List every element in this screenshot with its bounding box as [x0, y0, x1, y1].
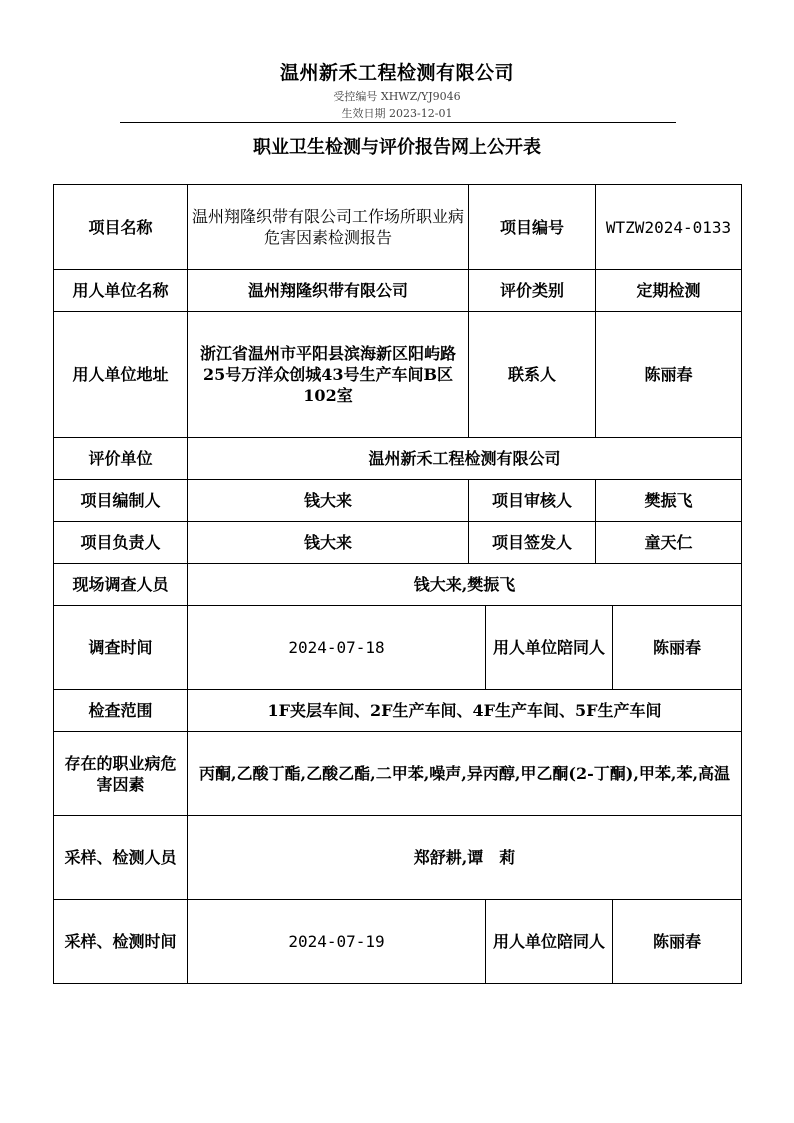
document-title: 职业卫生检测与评价报告网上公开表	[253, 137, 541, 158]
compiler-value: 钱大来	[188, 480, 469, 522]
eval-unit-value: 温州新禾工程检测有限公司	[188, 438, 742, 480]
issuer-label: 项目签发人	[469, 522, 596, 564]
issuer-value: 童天仁	[596, 522, 742, 564]
contact-label: 联系人	[469, 312, 596, 438]
employer-address-label: 用人单位地址	[54, 312, 188, 438]
row-compiler	[54, 480, 742, 522]
survey-staff-value: 钱大来,樊振飞	[188, 564, 742, 606]
survey-escort-value: 陈丽春	[613, 606, 742, 690]
hazards-label: 存在的职业病危害因素	[54, 732, 188, 816]
row-project-name	[54, 185, 742, 270]
report-table	[53, 184, 742, 984]
eval-type-label: 评价类别	[469, 270, 596, 312]
leader-value: 钱大来	[188, 522, 469, 564]
leader-label: 项目负责人	[54, 522, 188, 564]
project-name-value: 温州翔隆织带有限公司工作场所职业病危害因素检测报告	[188, 185, 469, 270]
sampling-staff-value: 郑舒耕,谭 莉	[188, 816, 742, 900]
employer-address-value: 浙江省温州市平阳县滨海新区阳屿路25号万洋众创城43号生产车间B区102室	[188, 312, 469, 438]
project-no-value: WTZW2024-0133	[596, 185, 742, 270]
company-name: 温州新禾工程检测有限公司	[279, 62, 514, 84]
row-survey-time	[54, 606, 742, 690]
project-name-label: 项目名称	[54, 185, 188, 270]
row-hazards	[54, 732, 742, 816]
survey-time-label: 调查时间	[54, 606, 188, 690]
employer-name-value: 温州翔隆织带有限公司	[188, 270, 469, 312]
survey-escort-label: 用人单位陪同人	[486, 606, 613, 690]
sampling-time-value: 2024-07-19	[188, 900, 486, 984]
hazards-value: 丙酮,乙酸丁酯,乙酸乙酯,二甲苯,噪声,异丙醇,甲乙酮(2-丁酮),甲苯,苯,高温	[188, 732, 742, 816]
scope-value: 1F夹层车间、2F生产车间、4F生产车间、5F生产车间	[188, 690, 742, 732]
survey-time-value: 2024-07-18	[188, 606, 486, 690]
sampling-escort-label: 用人单位陪同人	[486, 900, 613, 984]
sampling-escort-value: 陈丽春	[613, 900, 742, 984]
sampling-time-label: 采样、检测时间	[54, 900, 188, 984]
compiler-label: 项目编制人	[54, 480, 188, 522]
row-survey-staff	[54, 564, 742, 606]
row-sampling-staff	[54, 816, 742, 900]
row-eval-unit	[54, 438, 742, 480]
employer-name-label: 用人单位名称	[54, 270, 188, 312]
contact-value: 陈丽春	[596, 312, 742, 438]
effective-date: 生效日期 2023-12-01	[341, 107, 453, 120]
row-leader	[54, 522, 742, 564]
reviewer-value: 樊振飞	[596, 480, 742, 522]
eval-unit-label: 评价单位	[54, 438, 188, 480]
row-scope	[54, 690, 742, 732]
row-sampling-time	[54, 900, 742, 984]
scope-label: 检查范围	[54, 690, 188, 732]
sampling-staff-label: 采样、检测人员	[54, 816, 188, 900]
row-employer-name	[54, 270, 742, 312]
survey-staff-label: 现场调查人员	[54, 564, 188, 606]
eval-type-value: 定期检测	[596, 270, 742, 312]
project-no-label: 项目编号	[469, 185, 596, 270]
reviewer-label: 项目审核人	[469, 480, 596, 522]
header-divider	[120, 122, 676, 123]
control-number: 受控编号 XHWZ/YJ9046	[333, 90, 461, 103]
row-employer-address	[54, 312, 742, 438]
